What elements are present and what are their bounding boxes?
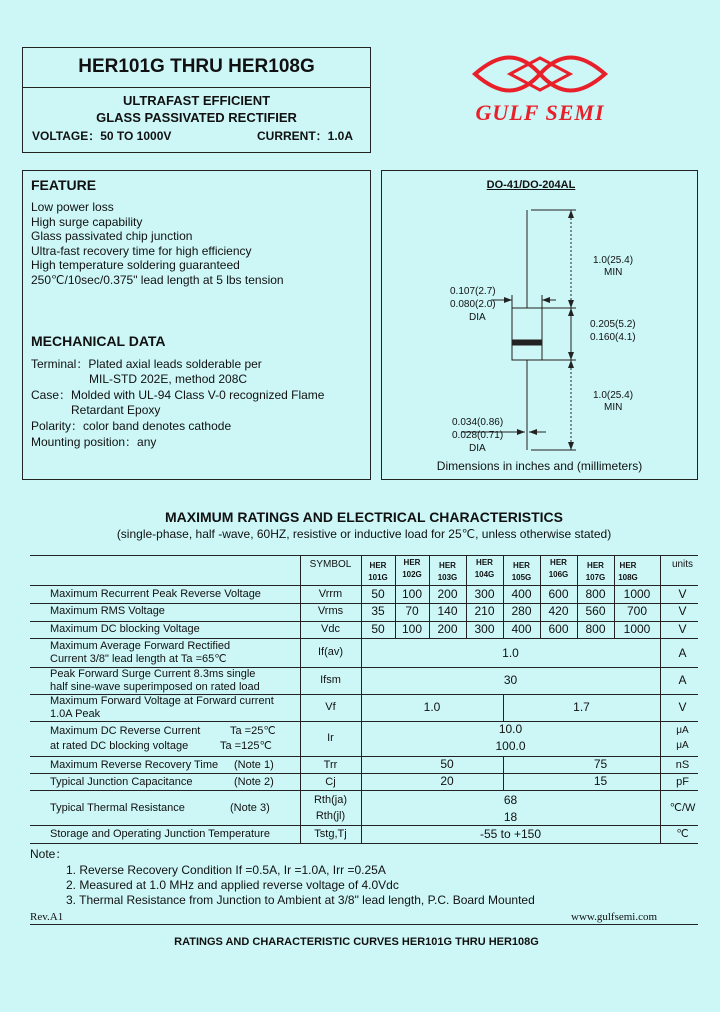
trr-value-a: 50 [440, 757, 454, 771]
units-header: units [671, 559, 694, 570]
tstg-value: -55 to +150 [479, 827, 542, 841]
lead-top-min: MIN [604, 267, 623, 278]
row-label-ir: Maximum DC Reverse Current [50, 725, 201, 737]
feature-item: High temperature soldering guaranteed [31, 258, 240, 272]
vrms-unit: V [678, 604, 687, 618]
vrrm-value: 200 [437, 587, 458, 601]
vrms-value: 140 [437, 604, 458, 618]
row-symbol-ir: Ir [327, 732, 334, 744]
part-header-top: HER [513, 561, 530, 570]
feature-item: High surge capability [31, 215, 143, 229]
rth-value-jl: 18 [503, 810, 518, 824]
vdc-value: 50 [371, 622, 385, 636]
footer-rule [30, 924, 698, 925]
lead-dia-max: 0.034(0.86) [452, 417, 504, 428]
part-header-bottom: 102G [402, 570, 422, 579]
part-header-bottom: 104G [474, 570, 495, 579]
row-symbol-rth-ja: Rth(ja) [313, 794, 347, 806]
mechanical-line: Terminal：Plated axial leads solderable per [31, 357, 262, 371]
vdc-value: 1000 [623, 622, 651, 636]
row-note-trr: (Note 1) [234, 759, 274, 771]
note-item: 1. Reverse Recovery Condition If =0.5A, Ir =1.0A, Irr =0.25A [66, 863, 386, 877]
notes-title: Note： [30, 847, 68, 861]
ir-value-2: 100.0 [495, 739, 526, 753]
feature-title: FEATURE [31, 177, 97, 193]
row-symbol-vdc: Vdc [321, 623, 340, 635]
diode-outline-drawing [381, 170, 698, 480]
row-label-ir-2: at rated DC blocking voltage [50, 740, 189, 752]
ir-value-1: 10.0 [498, 722, 523, 736]
lead-dia-label: DIA [469, 443, 486, 454]
row-symbol-cj: Cj [325, 776, 336, 788]
tstg-unit: ℃ [676, 828, 689, 840]
vrrm-value: 50 [371, 587, 385, 601]
vrms-value: 420 [548, 604, 569, 618]
row-note-rth: (Note 3) [230, 802, 270, 814]
vdc-value: 300 [474, 622, 495, 636]
vrrm-value: 1000 [623, 587, 651, 601]
row-label-vf: Maximum Forward Voltage at Forward current [50, 695, 274, 707]
part-header-bottom: 108G [618, 573, 638, 582]
symbol-header: SYMBOL [309, 559, 352, 570]
row-symbol-tstg: Tstg,Tj [314, 828, 347, 840]
row-symbol-ifsm: Ifsm [320, 674, 341, 686]
ir-unit-2: μA [676, 740, 689, 751]
row-note-cj: (Note 2) [234, 776, 274, 788]
cj-value-a: 20 [440, 774, 454, 788]
vrrm-value: 300 [474, 587, 495, 601]
part-header-bottom: 107G [585, 573, 606, 582]
row-label-trr: Maximum Reverse Recovery Time [50, 759, 219, 771]
vrrm-value: 400 [511, 587, 532, 601]
row-symbol-trr: Trr [323, 759, 338, 771]
feature-item: Glass passivated chip junction [31, 229, 193, 243]
ifav-unit: A [678, 646, 687, 660]
part-header-bottom: 103G [437, 573, 458, 582]
note-item: 2. Measured at 1.0 MHz and applied reverse voltage of 4.0Vdc [66, 878, 399, 892]
row-label-vdc: Maximum DC blocking Voltage [50, 623, 200, 635]
vrms-value: 210 [474, 604, 495, 618]
lead-bot-dim: 1.0(25.4) [593, 390, 634, 401]
vrms-value: 70 [405, 604, 419, 618]
part-header-bottom: 101G [368, 573, 388, 582]
curves-title: RATINGS AND CHARACTERISTIC CURVES HER101G THRU HER108G [174, 936, 539, 948]
gulf-semi-logo-icon [470, 52, 610, 100]
vrrm-unit: V [678, 587, 687, 601]
mechanical-line: MIL-STD 202E, method 208C [89, 372, 248, 386]
row-label-ifav-2: Current 3/8" lead length at Ta =65℃ [50, 653, 227, 665]
cj-value-b: 15 [593, 774, 608, 788]
current-spec: CURRENT：1.0A [257, 129, 354, 143]
vrms-value: 280 [511, 604, 532, 618]
ifsm-value: 30 [503, 673, 518, 687]
part-title: HER101G THRU HER108G [78, 56, 315, 77]
row-label-cj: Typical Junction Capacitance [50, 776, 193, 788]
vrrm-value: 800 [585, 587, 606, 601]
mechanical-line: Retardant Epoxy [71, 403, 161, 417]
row-label-ifav: Maximum Average Forward Rectified [50, 640, 231, 652]
part-header-top: HER [619, 561, 637, 570]
revision-label: Rev.A1 [30, 911, 64, 923]
part-header-top: HER [403, 558, 421, 567]
feature-item: Ultra-fast recovery time for high efficiency [31, 244, 252, 258]
vdc-value: 600 [548, 622, 569, 636]
row-label-vf-2: 1.0A Peak [50, 708, 101, 720]
mechanical-line: Case：Molded with UL-94 Class V-0 recognized Flame [31, 388, 325, 402]
vdc-value: 200 [437, 622, 458, 636]
description-line-1: ULTRAFAST EFFICIENT [122, 93, 271, 108]
vrrm-value: 600 [548, 587, 569, 601]
feature-item: 250℃/10sec/0.375" lead length at 5 lbs tension [31, 273, 284, 287]
part-header-bottom: 106G [548, 570, 569, 579]
row-label-ifsm: Peak Forward Surge Current 8.3ms single [50, 668, 256, 680]
lead-top-dim: 1.0(25.4) [593, 255, 634, 266]
ir-unit-1: μA [676, 725, 689, 736]
body-dia-min: 0.080(2.0) [450, 299, 496, 310]
description-line-2: GLASS PASSIVATED RECTIFIER [96, 110, 297, 125]
mechanical-line: Mounting position：any [31, 435, 157, 449]
rth-value-ja: 68 [503, 793, 518, 807]
vrms-value: 35 [371, 604, 385, 618]
feature-item: Low power loss [31, 200, 114, 214]
body-len-min: 0.160(4.1) [590, 332, 636, 343]
part-header-top: HER [476, 558, 493, 567]
row-label-vrrm: Maximum Recurrent Peak Reverse Voltage [50, 588, 261, 600]
vdc-value: 100 [401, 622, 423, 636]
row-label-vrms: Maximum RMS Voltage [50, 605, 165, 617]
row-symbol-vrms: Vrms [317, 605, 344, 617]
body-len-max: 0.205(5.2) [590, 319, 636, 330]
row-symbol-vf: Vf [325, 701, 336, 713]
vf-value-b: 1.7 [573, 700, 590, 714]
ratings-title: MAXIMUM RATINGS AND ELECTRICAL CHARACTERISTICS [165, 509, 563, 525]
row-cond-ir-2: Ta =125℃ [220, 740, 272, 752]
body-dia-max: 0.107(2.7) [450, 286, 496, 297]
vdc-value: 400 [511, 622, 532, 636]
row-label-ifsm-2: half sine-wave superimposed on rated load [50, 681, 260, 693]
ifsm-unit: A [678, 673, 687, 687]
website-url[interactable]: www.gulfsemi.com [571, 911, 658, 923]
part-header-top: HER [550, 558, 567, 567]
row-label-tstg: Storage and Operating Junction Temperature [50, 828, 270, 840]
package-title: DO-41/DO-204AL [486, 179, 576, 191]
row-symbol-rth-jl: Rth(jl) [315, 810, 346, 822]
row-label-rth: Typical Thermal Resistance [50, 802, 185, 814]
cj-unit: pF [676, 776, 689, 788]
part-header-top: HER [587, 561, 604, 570]
trr-unit: nS [675, 759, 690, 771]
row-symbol-vrrm: Vrrm [318, 588, 343, 600]
part-header-bottom: 105G [511, 573, 532, 582]
body-dia-label: DIA [469, 312, 486, 323]
note-item: 3. Thermal Resistance from Junction to Ambient at 3/8" lead length, P.C. Board Mounted [66, 893, 535, 907]
mechanical-line: Polarity：color band denotes cathode [31, 419, 232, 433]
vdc-unit: V [678, 622, 687, 636]
part-header-top: HER [439, 561, 456, 570]
row-cond-ir-1: Ta =25℃ [230, 725, 276, 737]
ifav-value: 1.0 [502, 646, 519, 660]
vrms-value: 700 [626, 604, 648, 618]
vf-value-a: 1.0 [423, 700, 441, 714]
vf-unit: V [678, 700, 687, 714]
mechanical-title: MECHANICAL DATA [31, 333, 166, 349]
vdc-value: 800 [585, 622, 606, 636]
lead-dia-min: 0.028(0.71) [452, 430, 504, 441]
dimension-caption: Dimensions in inches and (millimeters) [436, 459, 643, 473]
voltage-spec: VOLTAGE：50 TO 1000V [32, 129, 172, 143]
lead-bot-min: MIN [604, 402, 623, 413]
row-symbol-ifav: If(av) [317, 646, 344, 658]
ratings-subtitle: (single-phase, half -wave, 60HZ, resistive or inductive load for 25℃, unless otherwise stated) [116, 527, 612, 541]
rth-unit: ℃/W [669, 802, 696, 814]
trr-value-b: 75 [593, 757, 608, 771]
part-header-top: HER [369, 561, 387, 570]
vrrm-value: 100 [401, 587, 423, 601]
logo-text: GULF SEMI [475, 100, 605, 125]
vrms-value: 560 [585, 604, 606, 618]
